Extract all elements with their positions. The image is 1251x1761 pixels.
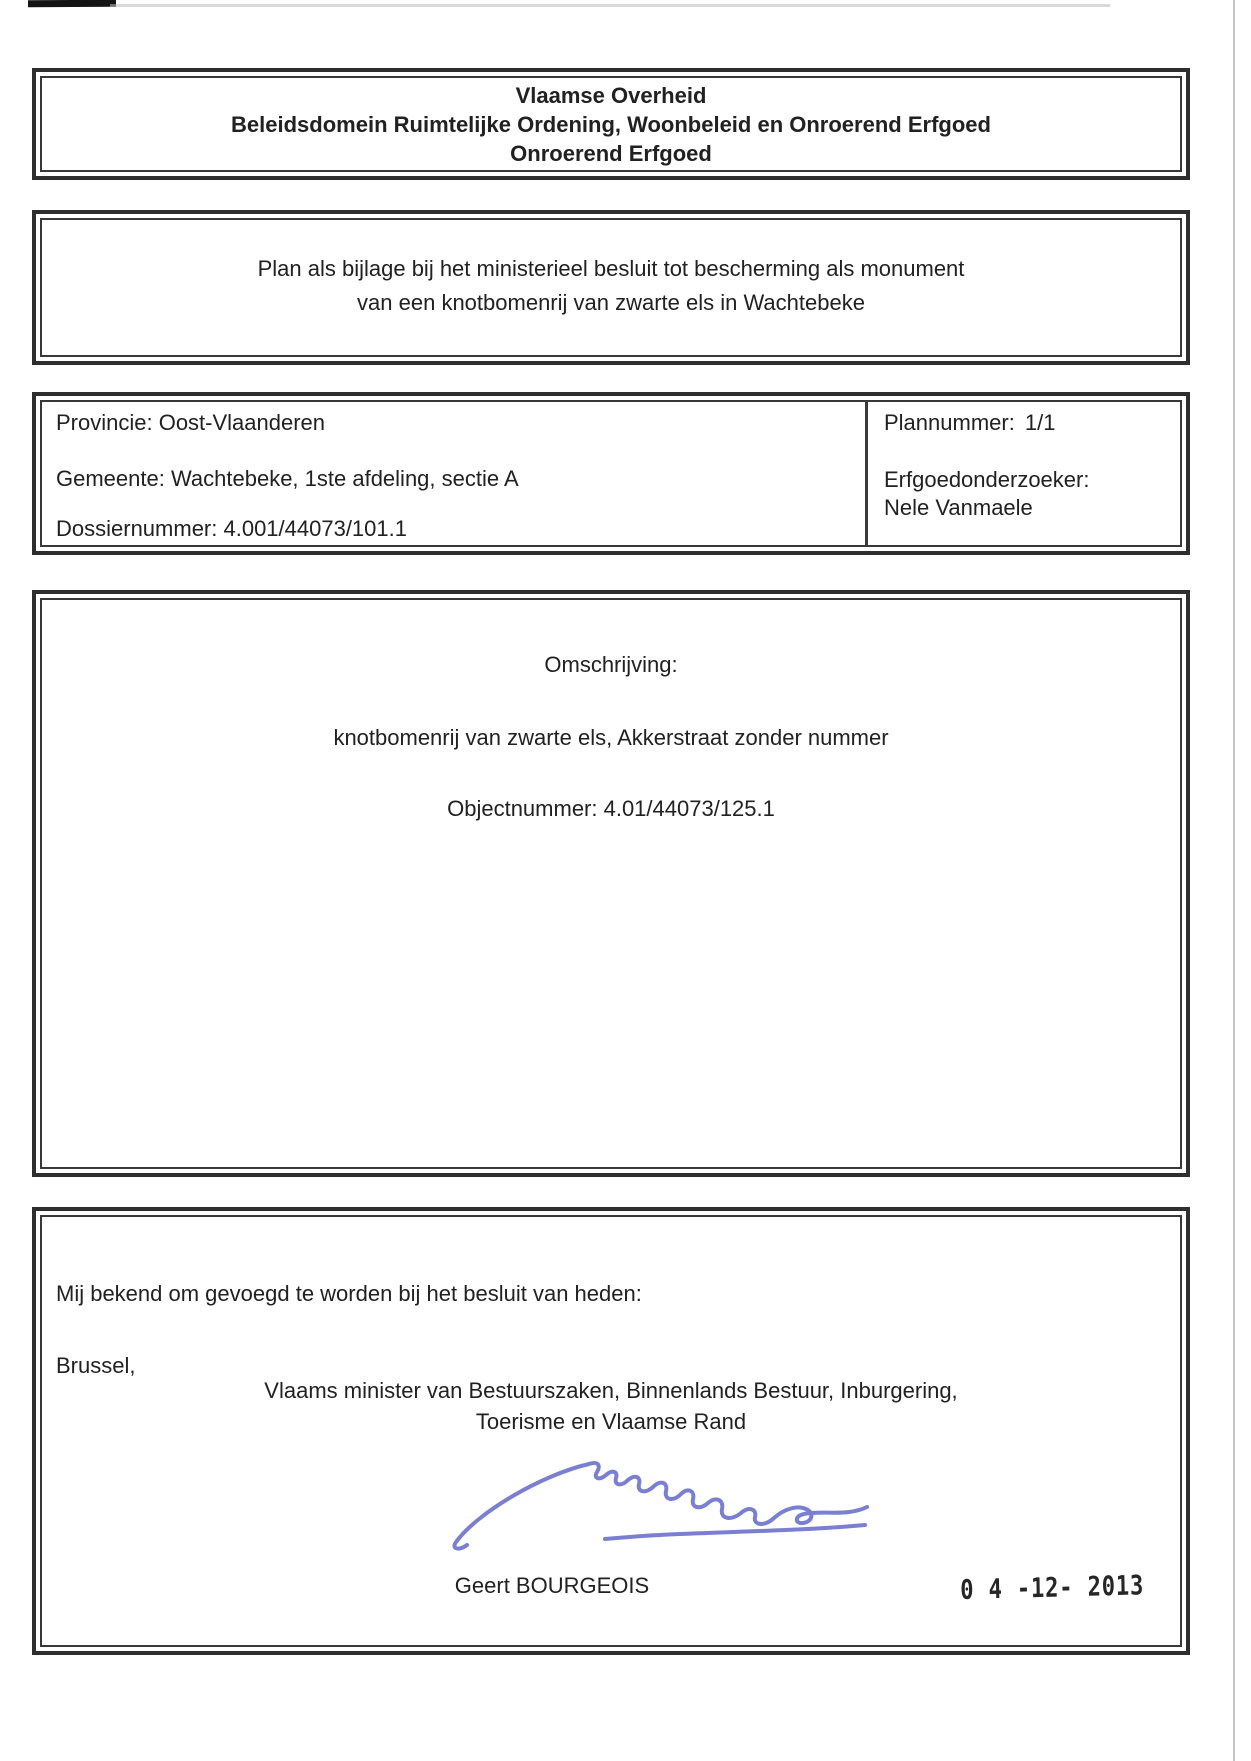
- omschrijving-heading: Omschrijving:: [544, 652, 678, 677]
- document-title-line2: van een knotbomenrij van zwarte els in Wachtebeke: [357, 290, 865, 315]
- provincie-field: Provincie: Oost-Vlaanderen: [56, 410, 326, 435]
- omschrijving-text: knotbomenrij van zwarte els, Akkerstraat zonder nummer: [333, 725, 889, 750]
- city-label: Brussel,: [56, 1353, 136, 1378]
- signature-box-inner-border: [40, 1215, 1182, 1647]
- header-box-inner-border: [40, 76, 1182, 172]
- erfgoedonderzoeker-label: Erfgoedonderzoeker:: [884, 467, 1090, 492]
- title-box: [32, 210, 1190, 365]
- info-box-inner-border: [40, 400, 1182, 547]
- date-stamp: 0 4 -12- 2013: [960, 1570, 1145, 1606]
- plannummer-value: 1/1: [1024, 410, 1056, 435]
- dossiernummer-field: Dossiernummer: 4.001/44073/101.1: [56, 516, 407, 541]
- scan-artifact-streak: [110, 4, 1110, 7]
- gemeente-field: Gemeente: Wachtebeke, 1ste afdeling, sectie A: [56, 466, 519, 491]
- scan-artifact-bar: [28, 0, 116, 7]
- plannummer-label: Plannummer:: [884, 410, 1015, 435]
- title-box-inner-border: [40, 218, 1182, 357]
- minister-title-line2: Toerisme en Vlaamse Rand: [475, 1409, 747, 1434]
- minister-title-line1: Vlaams minister van Bestuurszaken, Binnenlands Bestuur, Inburgering,: [264, 1378, 958, 1403]
- signature-box: [32, 1207, 1190, 1655]
- statement-text: Mij bekend om gevoegd te worden bij het besluit van heden:: [56, 1281, 642, 1306]
- header-box: [32, 68, 1190, 180]
- org-unit: Onroerend Erfgoed: [510, 141, 712, 166]
- document-title-line1: Plan als bijlage bij het ministerieel besluit tot bescherming als monument: [257, 256, 965, 281]
- minister-title: [42, 1375, 1180, 1437]
- description-box-inner-border: [40, 598, 1182, 1169]
- signature-image: [437, 1447, 877, 1562]
- signer-name: Geert BOURGEOIS: [454, 1573, 650, 1598]
- erfgoedonderzoeker-name: Nele Vanmaele: [884, 495, 1033, 520]
- description-box: [32, 590, 1190, 1177]
- plannummer-field: [884, 410, 1055, 436]
- org-domain: Beleidsdomein Ruimtelijke Ordening, Woonbeleid en Onroerend Erfgoed: [231, 112, 991, 137]
- erfgoedonderzoeker-field: [884, 466, 1089, 522]
- info-box: [32, 392, 1190, 555]
- scan-page-edge: [1233, 0, 1235, 1761]
- objectnummer-field: Objectnummer: 4.01/44073/125.1: [447, 796, 775, 821]
- org-name: Vlaamse Overheid: [515, 83, 707, 108]
- info-column-divider: [865, 402, 868, 545]
